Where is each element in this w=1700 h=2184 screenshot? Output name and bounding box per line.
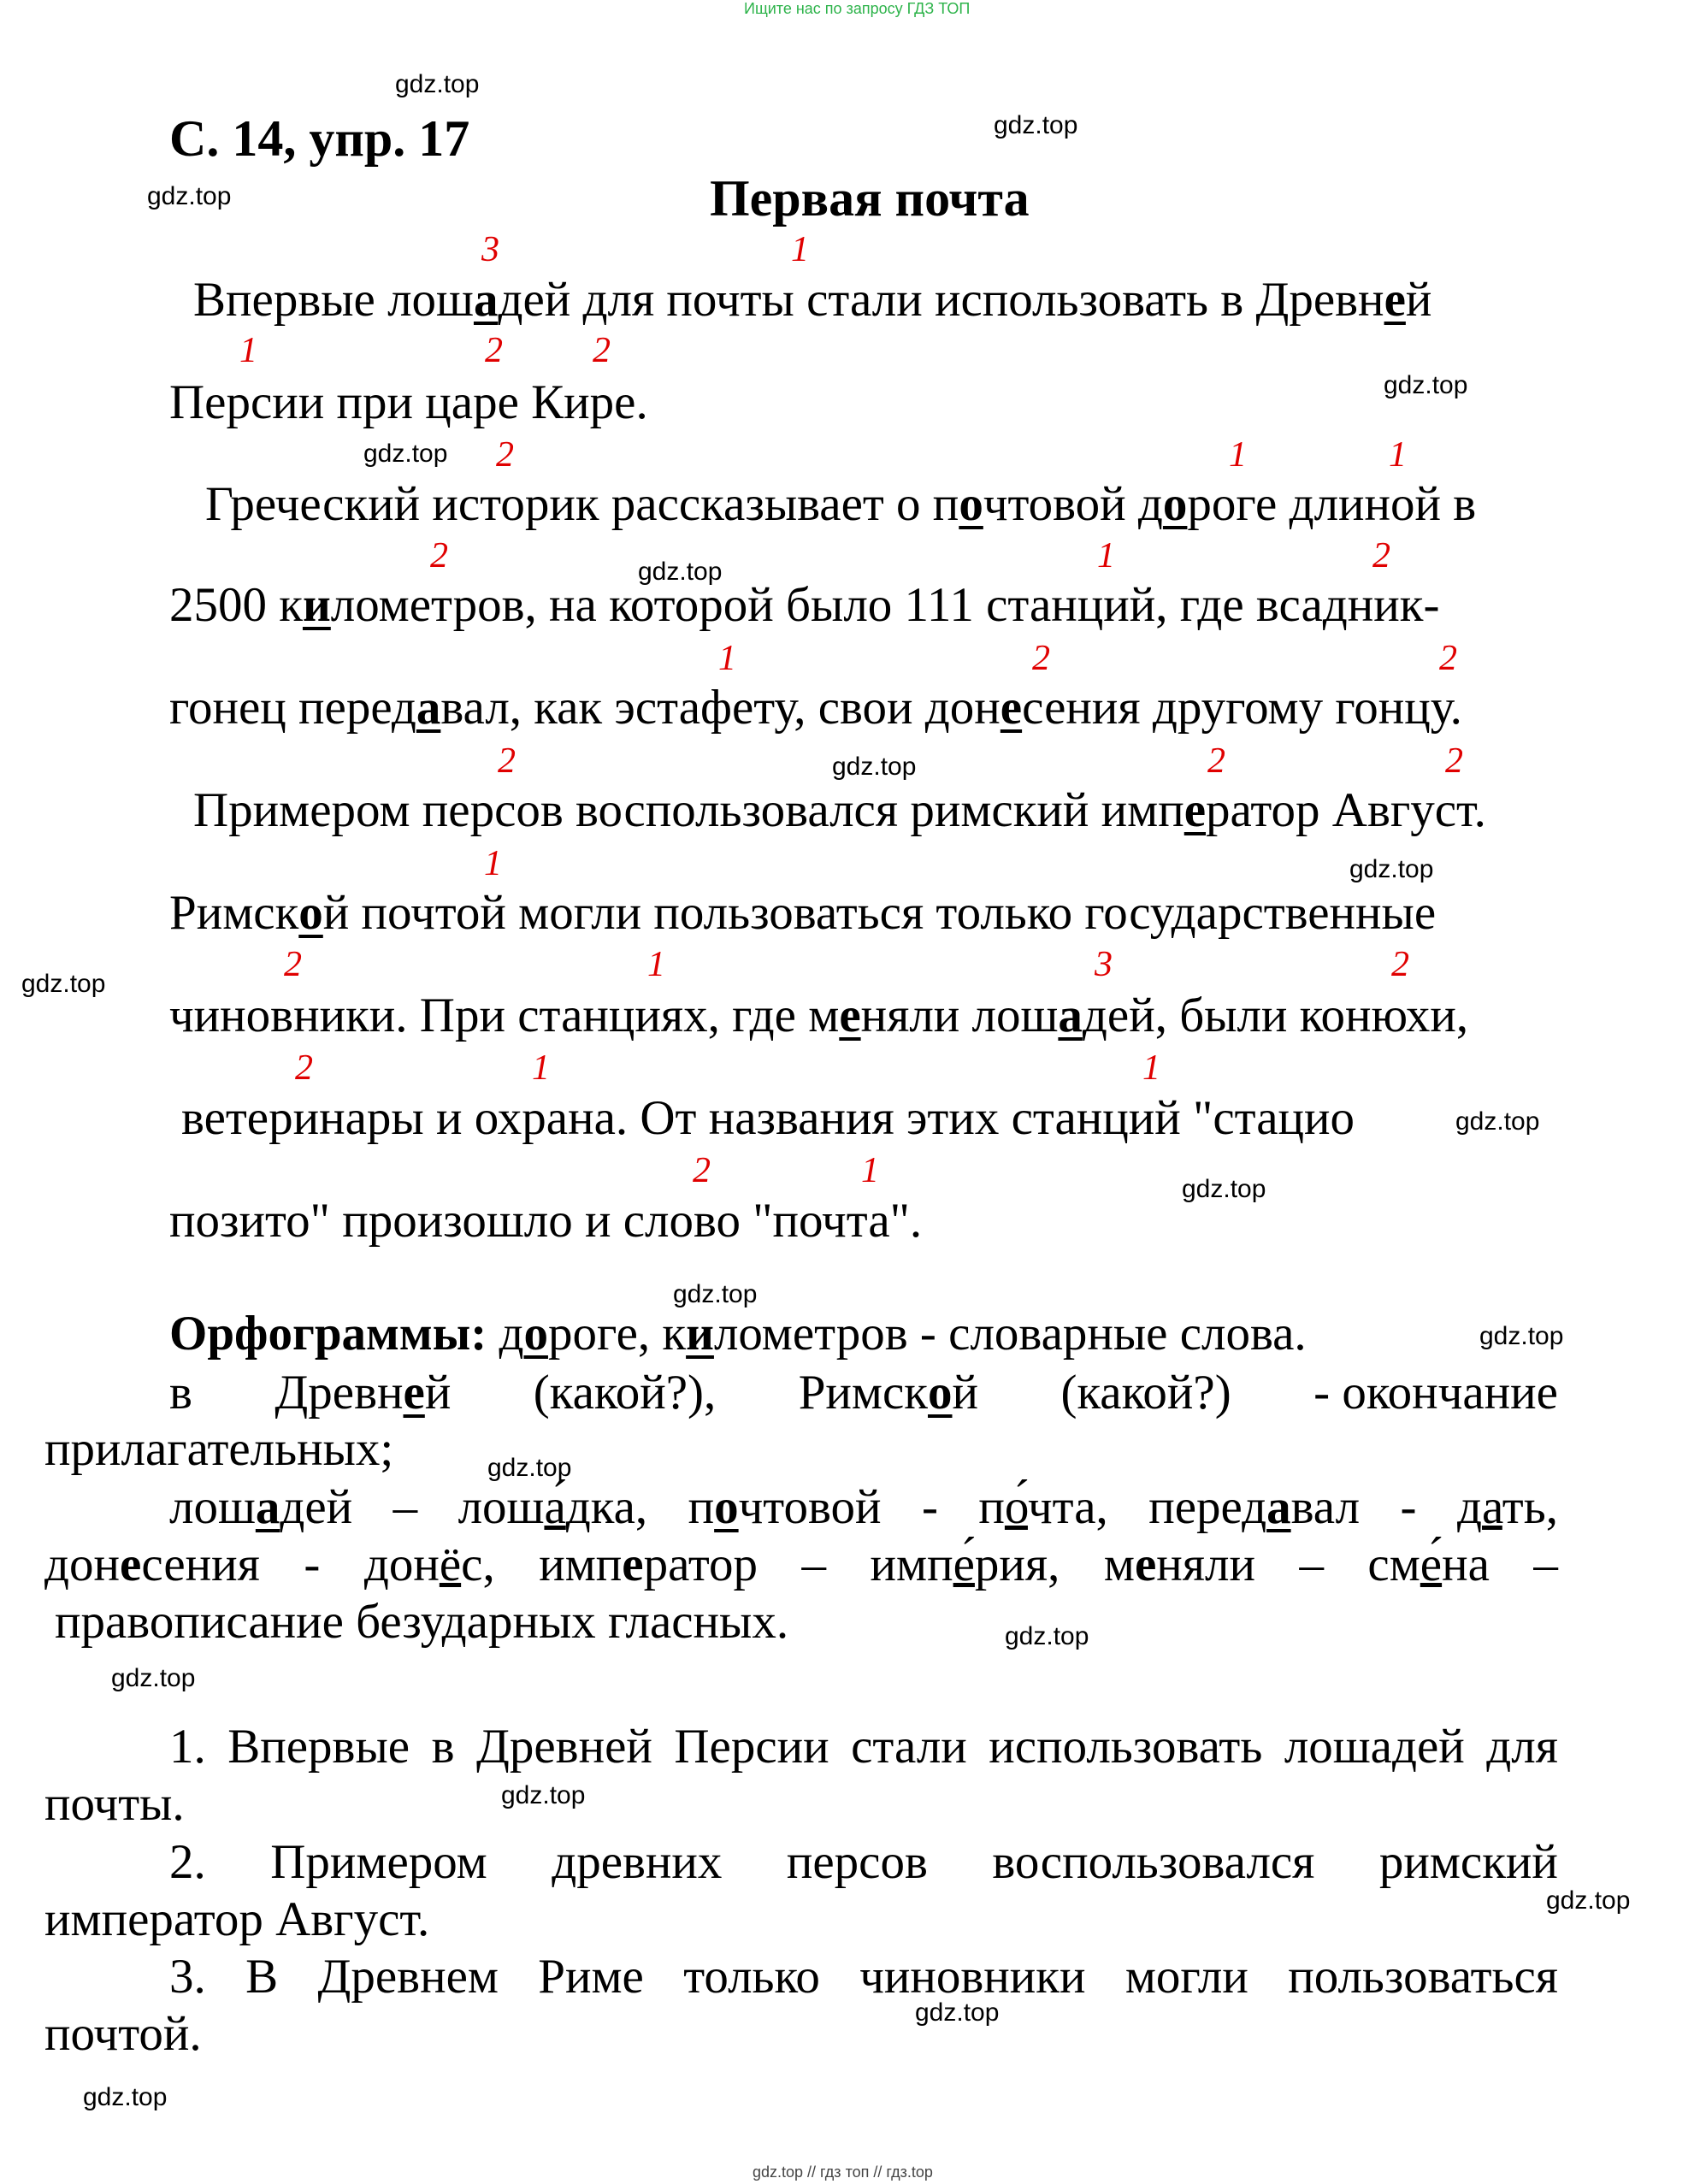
answer-line: 1. Впервые в Древней Персии стали использовать лошадей для [169, 1720, 1558, 1774]
page-reference: С. 14, упр. 17 [169, 110, 470, 167]
stressed-letter: и [686, 1307, 714, 1361]
text-line: Персии при царе Кире. [169, 375, 648, 429]
text-line: Римской почтой могли пользоваться только государственные [169, 886, 1437, 940]
answer-line: почтой. [44, 2007, 202, 2061]
answer-line: почты. [44, 1777, 185, 1831]
watermark: gdz.top [1479, 1322, 1564, 1350]
text-line: 2500 километров, на которой было 111 станций, где всадник- [169, 578, 1440, 632]
syllable-number: 1 [718, 639, 736, 678]
orthograms-line: правописание безударных гласных. [55, 1595, 789, 1649]
watermark: gdz.top [638, 558, 723, 586]
stressed-letter: о [523, 1307, 548, 1361]
stressed-letter: е [1000, 681, 1023, 735]
stressed-letter: о [714, 1480, 739, 1534]
syllable-number: 2 [1445, 741, 1463, 781]
stressed-letter: о [1162, 477, 1188, 531]
watermark: gdz.top [673, 1280, 758, 1308]
stressed-letter: а [255, 1480, 280, 1534]
syllable-number: 3 [1095, 945, 1113, 984]
syllable-number: 1 [1097, 536, 1115, 576]
text-line: Впервые лошадей для почты стали использовать в Древней [193, 273, 1432, 327]
syllable-number: 1 [647, 945, 665, 984]
stressed-letter: а [1058, 989, 1083, 1042]
syllable-number: 1 [484, 844, 502, 883]
stressed-letter: о [928, 1366, 953, 1420]
stressed-letter: о [298, 886, 323, 940]
stressed-letter: е [1184, 783, 1207, 837]
answer-line: 3. В Древнем Риме только чиновники могли пользоваться [169, 1950, 1558, 2004]
stressed-letter: и [302, 578, 331, 632]
syllable-number: 2 [430, 536, 448, 576]
footer-note: gdz.top // гдз топ // гдз.top [753, 2163, 933, 2181]
watermark: gdz.top [501, 1781, 586, 1809]
watermark: gdz.top [147, 182, 232, 210]
watermark: gdz.top [1182, 1175, 1266, 1203]
watermark: gdz.top [487, 1454, 572, 1482]
syllable-number: 2 [1372, 536, 1390, 576]
orthograms-line: прилагательных; [44, 1422, 394, 1476]
watermark: gdz.top [1005, 1622, 1089, 1650]
syllable-number: 1 [861, 1151, 879, 1190]
syllable-number: 2 [485, 331, 503, 370]
syllable-number: 2 [1439, 639, 1457, 678]
watermark: gdz.top [994, 111, 1078, 139]
syllable-number: 2 [295, 1048, 313, 1088]
syllable-number: 1 [239, 331, 257, 370]
watermark: gdz.top [21, 970, 106, 998]
watermark: gdz.top [395, 70, 480, 98]
syllable-number: 1 [791, 230, 809, 269]
stressed-letter: а [473, 273, 499, 327]
stressed-letter: е [1384, 273, 1406, 327]
stressed-letter: е [839, 989, 861, 1042]
orthograms-line: Орфограммы: дороге, километров - словарные слова. [169, 1307, 1307, 1361]
stressed-letter: а [1266, 1480, 1291, 1534]
orthograms-line: в Древней (какой?), Римской (какой?) - окончание [169, 1366, 1558, 1420]
watermark: gdz.top [832, 753, 917, 781]
answer-line: император Август. [44, 1892, 430, 1946]
watermark: gdz.top [83, 2083, 168, 2111]
watermark: gdz.top [363, 440, 448, 468]
syllable-number: 1 [1142, 1048, 1160, 1088]
watermark: gdz.top [1546, 1886, 1631, 1915]
answer-line: 2. Примером древних персов воспользовался римский [169, 1835, 1558, 1889]
orthograms-line: лошадей – лоша́дка, почтовой - по́чта, передавал - дать, [169, 1480, 1558, 1534]
text-line: Греческий историк рассказывает о почтовой дороге длиной в [205, 477, 1477, 531]
watermark: gdz.top [915, 1998, 1000, 2027]
stressed-letter: а [416, 681, 441, 735]
syllable-number: 1 [1229, 435, 1247, 475]
watermark: gdz.top [1349, 855, 1434, 883]
syllable-number: 2 [284, 945, 302, 984]
header-note: Ищите нас по запросу ГДЗ ТОП [744, 0, 971, 17]
orthograms-line: донесения - донёс, император – импе́рия, меняли – сме́на – [44, 1538, 1558, 1591]
syllable-number: 2 [593, 331, 611, 370]
watermark: gdz.top [1384, 371, 1468, 399]
text-line: Примером персов воспользовался римский император Август. [193, 783, 1486, 837]
text-line: чиновники. При станциях, где меняли лошадей, были конюхи, [169, 989, 1469, 1042]
watermark: gdz.top [1455, 1107, 1540, 1136]
stressed-letter: е [403, 1366, 425, 1420]
syllable-number: 2 [496, 435, 514, 475]
syllable-number: 2 [693, 1151, 711, 1190]
text-line: гонец передавал, как эстафету, свои донесения другому гонцу. [169, 681, 1462, 735]
syllable-number: 1 [1389, 435, 1407, 475]
syllable-number: 2 [498, 741, 516, 781]
syllable-number: 2 [1032, 639, 1050, 678]
syllable-number: 3 [481, 230, 499, 269]
orthograms-label: Орфограммы: [169, 1307, 487, 1361]
text-line: позито" произошло и слово "почта". [169, 1194, 923, 1248]
page-title: Первая почта [710, 170, 1030, 227]
stressed-letter: о [959, 477, 983, 531]
syllable-number: 2 [1391, 945, 1409, 984]
syllable-number: 1 [532, 1048, 550, 1088]
watermark: gdz.top [111, 1664, 196, 1692]
text-line: ветеринары и охрана. От названия этих станций "стацио [181, 1091, 1355, 1145]
syllable-number: 2 [1207, 741, 1225, 781]
